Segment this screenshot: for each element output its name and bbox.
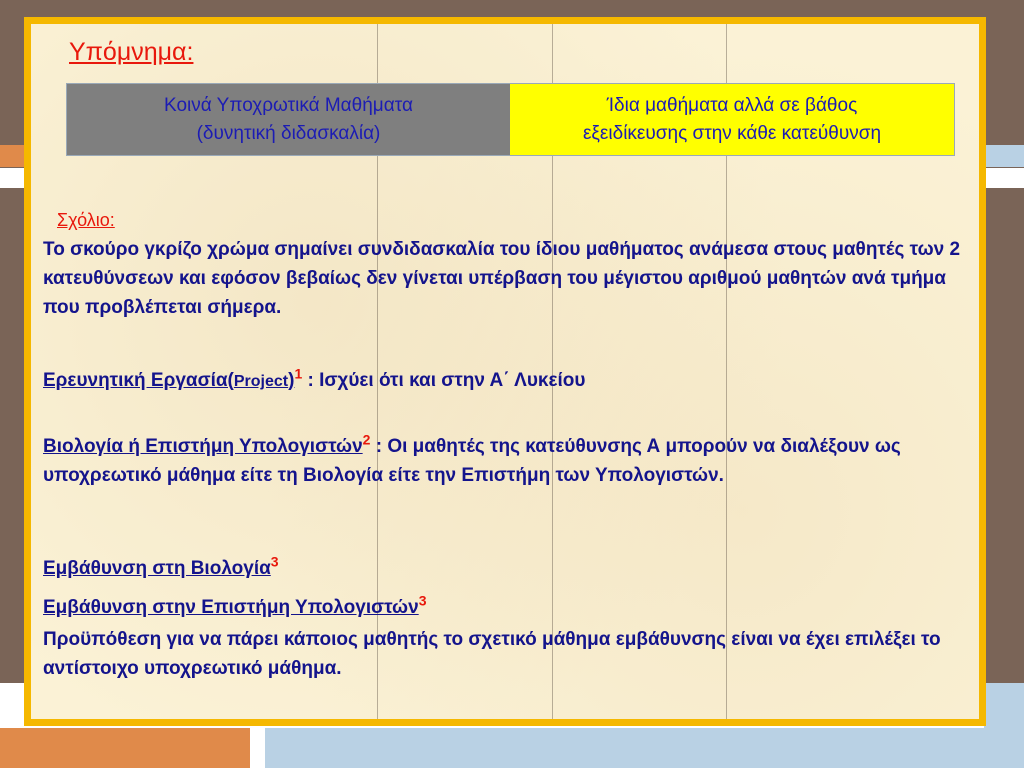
deepening-biology-label: Εμβάθυνση στη Βιολογία: [43, 558, 271, 579]
legend-common-courses-cell: [67, 84, 510, 155]
footnote-marker: 1: [294, 365, 303, 382]
footnote-marker: 3: [418, 592, 427, 609]
background-bottom-orange: [0, 728, 250, 768]
note-body: Το σκούρο γκρίζο χρώμα σημαίνει συνδιδασκαλία του ίδιου μαθήματος ανάμεσα στους μαθητές των 2 κατευθύνσεων και εφόσον βεβαίως δεν γίνεται υπέρβαση του μέγιστου αριθμού μαθητών ανά τμήμα που προβλέπεται σήμερα.: [43, 239, 961, 318]
footnote-marker: 3: [270, 553, 279, 570]
legend-table: [66, 83, 955, 156]
project-paragraph: [43, 366, 973, 396]
project-label-close: ): [288, 370, 295, 391]
project-label-small: Project: [233, 373, 289, 390]
slide-frame: [24, 17, 986, 726]
legend-common-courses-line2: (δυνητική διδασκαλία): [196, 122, 381, 144]
legend-specialization-line2: εξειδίκευσης στην κάθε κατεύθυνση: [582, 122, 882, 144]
note-heading: Σχόλιο:: [57, 210, 115, 230]
background-bottom-blue-right: [984, 683, 1024, 728]
footnote-marker: 2: [362, 431, 371, 448]
legend-specialization-cell: [510, 84, 954, 155]
biology-cs-label: Βιολογία ή Επιστήμη Υπολογιστών: [43, 436, 363, 457]
background-bottom-blue: [265, 728, 1024, 768]
biology-cs-text: : Οι μαθητές της κατεύθυνσης Α μπορούν να διαλέξουν ως υποχρεωτικό μάθημα είτε τη Βιολογία είτε την Επιστήμη των Υπολογιστών.: [43, 436, 901, 486]
legend-specialization-line1: Ίδια μαθήματα αλλά σε βάθος: [606, 94, 858, 116]
deepening-cs-line: [43, 593, 973, 622]
deepening-cs-label: Εμβάθυνση στην Επιστήμη Υπολογιστών: [43, 597, 419, 618]
project-label-main: Ερευνητική Εργασία(: [43, 370, 234, 391]
biology-cs-paragraph: [43, 432, 973, 490]
deepening-biology-line: [43, 554, 973, 583]
legend-title: Υπόμνημα:: [69, 38, 194, 66]
legend-common-courses-line1: Κοινά Υποχρωτικά Μαθήματα: [164, 94, 413, 116]
project-text: : Ισχύει ότι και στην Α΄ Λυκείου: [302, 370, 586, 391]
project-label: [43, 370, 294, 391]
background-blue-accent: [984, 145, 1024, 167]
prerequisite-text: Προϋπόθεση για να πάρει κάποιος μαθητής το σχετικό μάθημα εμβάθυνσης είναι να έχει επιλέξει το αντίστοιχο υποχρεωτικό μάθημα.: [43, 629, 941, 679]
background-orange-accent: [0, 145, 26, 167]
